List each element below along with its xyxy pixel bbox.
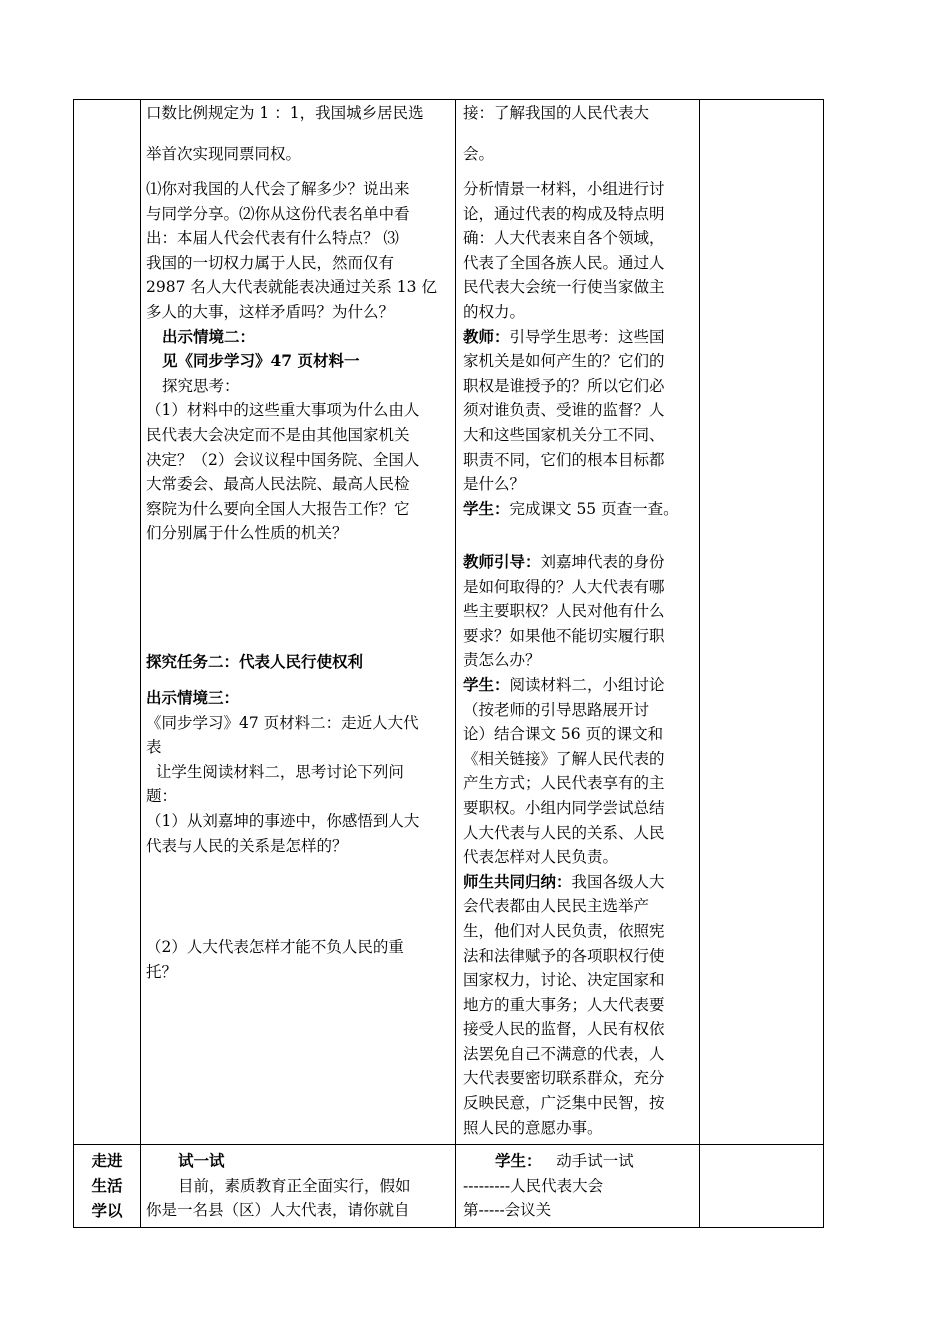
- text-line: 表: [146, 738, 162, 757]
- student-label: 学生：: [495, 1151, 542, 1170]
- text-line: 会。: [463, 145, 495, 163]
- text-line: 举首次实现同票同权。: [146, 145, 302, 163]
- text-line: 会代表都由人民民主选举产: [463, 897, 650, 916]
- text-line: 口数比例规定为 1 ：1，我国城乡居民选: [146, 104, 424, 122]
- student-label: 学生：: [463, 674, 510, 694]
- student-label: 学生：: [463, 498, 510, 518]
- text-line: 要职权。小组内同学尝试总结: [463, 798, 665, 817]
- text-line: 让学生阅读材料二，思考讨论下列问: [146, 762, 404, 781]
- task2-title: 探究任务二：代表人民行使权利: [146, 652, 364, 671]
- text-line: 题：: [146, 787, 178, 806]
- text-line: （1）材料中的这些重大事项为什么由人: [146, 401, 420, 420]
- text-line: 须对谁负责、受谁的监督？人: [463, 401, 665, 420]
- column-divider-2: [455, 99, 456, 1228]
- text-line: 刘嘉坤代表的身份: [540, 553, 665, 571]
- text-line: 2987 名人大代表就能表决通过关系 13 亿: [146, 278, 437, 297]
- text-line: 人大代表与人民的关系、人民: [463, 823, 665, 842]
- text-line: 代表怎样对人民负责。: [463, 848, 619, 867]
- text-line: （1）从刘嘉坤的事迹中，你感悟到人大: [146, 811, 420, 830]
- row2-col1-heading: [74, 1149, 140, 1224]
- text-line: 出：本届人代会代表有什么特点？ ⑶: [146, 229, 399, 248]
- text-line: 《相关链接》了解人民代表的: [463, 749, 665, 768]
- text-line: 要求？如果他不能切实履行职: [463, 626, 665, 645]
- text-line: 们分别属于什么性质的机关？: [146, 524, 348, 543]
- text-line: 目前，素质教育正全面实行，假如: [178, 1176, 411, 1195]
- text-line: 法和法律赋予的各项职权行使: [463, 946, 665, 965]
- text-line: 托？: [146, 963, 178, 982]
- text-line: 完成课文 55 页查一查。: [509, 499, 679, 518]
- text-line: 法罢免自己不满意的代表，人: [463, 1044, 665, 1063]
- guide-label: 教师引导：: [463, 552, 541, 571]
- text-line: 决定？（2）会议议程中国务院、全国人: [146, 450, 420, 469]
- text-line: 生，他们对人民负责，依照宪: [463, 921, 665, 940]
- summary-label: 师生共同归纳：: [463, 871, 572, 891]
- text-line: ---------人民代表大会: [463, 1176, 604, 1195]
- text-line: 民代表大会决定而不是由其他国家机关: [146, 425, 410, 444]
- row1-col3-main: [463, 177, 679, 521]
- situation2-title: 出示情境二：: [162, 326, 256, 346]
- column-divider-3: [699, 99, 700, 1228]
- text-line: 我国各级人大: [571, 872, 665, 891]
- table-bottom-border: [73, 1227, 824, 1228]
- row1-col2-situation3: [146, 686, 419, 858]
- text-line: 接：了解我国的人民代表大: [463, 104, 650, 122]
- text-line: 地方的重大事务；人大代表要: [463, 995, 665, 1014]
- text-line: 论）结合课文 56 页的课文和: [463, 725, 664, 744]
- teacher-label: 教师：: [463, 326, 510, 346]
- text-line: 民代表大会统一行使当家做主: [463, 278, 665, 297]
- text-line: 你是一名县（区）人大代表，请你就自: [146, 1201, 410, 1220]
- text-line: 我国的一切权力属于人民，然而仅有: [146, 253, 395, 272]
- text-line: ⑴你对我国的人代会了解多少？说出来: [146, 180, 410, 198]
- text-line: （按老师的引导思路展开讨: [463, 700, 650, 719]
- row1-col2-task2: [146, 650, 363, 675]
- heading-line: 学以: [91, 1202, 123, 1220]
- text-line: 代表与人民的关系是怎样的？: [146, 836, 348, 855]
- text-line: 的权力。: [463, 302, 526, 321]
- text-line: 大和这些国家机关分工不同、: [463, 425, 665, 444]
- try-title: 试一试: [178, 1151, 225, 1170]
- text-line: 大代表要密切联系群众，充分: [463, 1069, 665, 1088]
- row1-col3-guide: [463, 550, 665, 1140]
- text-line: 论，通过代表的构成及特点明: [463, 204, 665, 223]
- text-line: 国家权力，讨论、决定国家和: [463, 971, 665, 990]
- text-line: 职权是谁授予的？所以它们必: [463, 376, 665, 395]
- text-line: 接受人民的监督，人民有权依: [463, 1020, 665, 1039]
- situation2-material: 见《同步学习》47 页材料一: [162, 351, 360, 371]
- column-divider-1: [140, 99, 141, 1228]
- text-line: 多人的大事，这样矛盾吗？为什么？: [146, 302, 395, 321]
- text-line: 大常委会、最高人民法院、最高人民检: [146, 475, 410, 494]
- explore-label: 探究思考：: [162, 376, 240, 395]
- text-line: 引导学生思考：这些国: [509, 327, 665, 346]
- heading-line: 生活: [91, 1177, 123, 1195]
- text-line: 家机关是如何产生的？它们的: [463, 352, 665, 371]
- text-line: 职责不同，它们的根本目标都: [463, 450, 665, 469]
- heading-line: 走进: [91, 1152, 123, 1170]
- text-line: 察院为什么要向全国人大报告工作？它: [146, 499, 410, 518]
- text-line: 与同学分享。⑵你从这份代表名单中看: [146, 204, 410, 223]
- text-line: 些主要职权？人民对他有什么: [463, 602, 665, 621]
- text-line: 照人民的意愿办事。: [463, 1118, 603, 1137]
- text-line: 反映民意，广泛集中民智，按: [463, 1094, 665, 1113]
- text-line: 第-----会议关: [463, 1201, 552, 1220]
- row1-col3-intro: [463, 100, 649, 167]
- text-line: 是如何取得的？人大代表有哪: [463, 577, 665, 596]
- row2-col3: [463, 1149, 634, 1223]
- text-line: 分析情景一材料，小组进行讨: [463, 180, 665, 198]
- row-divider: [73, 1144, 824, 1145]
- text-line: 产生方式；人民代表享有的主: [463, 774, 665, 793]
- table-right-border: [823, 99, 824, 1228]
- row1-col2-q2: [146, 935, 404, 986]
- text-line: 动手试一试: [556, 1152, 634, 1170]
- table-left-border: [73, 99, 74, 1228]
- text-line: 确：人大代表来自各个领域，: [463, 229, 665, 248]
- row2-col2: [146, 1149, 411, 1223]
- text-line: 责怎么办？: [463, 651, 541, 670]
- row1-col2-intro: [146, 100, 424, 167]
- row1-col2-questions: [146, 177, 437, 546]
- text-line: （2）人大代表怎样才能不负人民的重: [146, 938, 404, 956]
- text-line: 代表了全国各族人民。通过人: [463, 253, 665, 272]
- text-line: 是什么？: [463, 475, 526, 494]
- text-line: 阅读材料二，小组讨论: [509, 675, 665, 694]
- situation3-title: 出示情境三：: [146, 688, 240, 707]
- text-line: 《同步学习》47 页材料二：走近人大代: [146, 713, 419, 732]
